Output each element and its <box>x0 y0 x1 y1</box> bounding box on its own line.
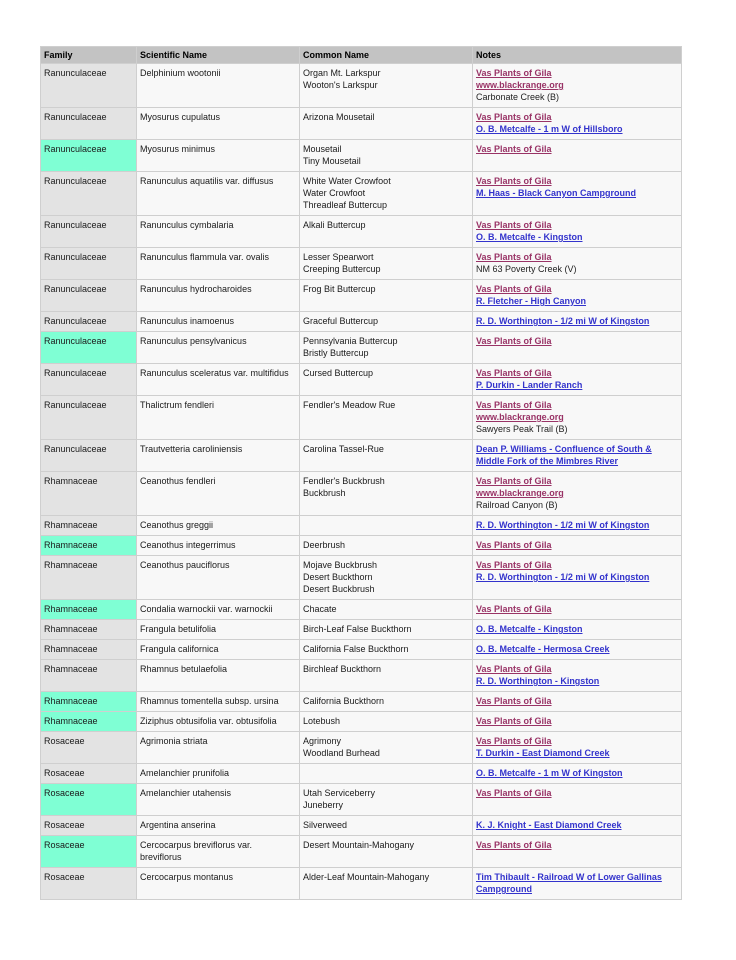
common-name-line: Lesser Spearwort <box>303 252 374 262</box>
plant-table-body <box>41 64 681 899</box>
common-name-line: Water Crowfoot <box>303 188 366 198</box>
scientific-name-cell: Ceanothus pauciflorus <box>137 556 299 599</box>
note-link[interactable]: Vas Plants of Gila <box>476 220 552 230</box>
note-link[interactable]: Dean P. Williams - Confluence of South & Middle Fork of the Mimbres River <box>476 444 652 466</box>
scientific-name-cell: Frangula californica <box>137 640 299 659</box>
common-name-line: Bristly Buttercup <box>303 348 369 358</box>
notes-cell <box>473 108 681 139</box>
common-name-line: Deerbrush <box>303 540 346 550</box>
family-cell: Ranunculaceae <box>41 364 136 395</box>
note-text: Railroad Canyon (B) <box>476 500 558 510</box>
column-header-scientific: Scientific Name <box>137 47 299 63</box>
family-cell: Ranunculaceae <box>41 396 136 439</box>
note-link[interactable]: Vas Plants of Gila <box>476 400 552 410</box>
notes-cell <box>473 216 681 247</box>
notes-cell <box>473 816 681 835</box>
notes-cell <box>473 472 681 515</box>
common-name-cell <box>300 620 472 639</box>
common-name-line: Wooton's Larkspur <box>303 80 378 90</box>
common-name-cell <box>300 140 472 171</box>
scientific-name-cell: Argentina anserina <box>137 816 299 835</box>
common-name-cell <box>300 332 472 363</box>
common-name-line: Desert Buckthorn <box>303 572 373 582</box>
table-row <box>41 764 681 783</box>
note-link[interactable]: Vas Plants of Gila <box>476 604 552 614</box>
common-name-cell <box>300 312 472 331</box>
common-name-cell <box>300 692 472 711</box>
notes-cell <box>473 836 681 867</box>
table-row <box>41 108 681 139</box>
table-row <box>41 216 681 247</box>
family-cell: Ranunculaceae <box>41 64 136 107</box>
table-row <box>41 712 681 731</box>
common-name-line: Creeping Buttercup <box>303 264 381 274</box>
common-name-cell <box>300 600 472 619</box>
common-name-line: Lotebush <box>303 716 341 726</box>
column-header-family: Family <box>41 47 136 63</box>
family-cell: Rhamnaceae <box>41 556 136 599</box>
common-name-line: California False Buckthorn <box>303 644 409 654</box>
family-cell: Ranunculaceae <box>41 140 136 171</box>
notes-cell <box>473 556 681 599</box>
notes-cell <box>473 712 681 731</box>
note-link[interactable]: Vas Plants of Gila <box>476 736 552 746</box>
family-cell: Rosaceae <box>41 836 136 867</box>
note-link[interactable]: O. B. Metcalfe - Kingston <box>476 232 583 242</box>
scientific-name-cell: Ranunculus cymbalaria <box>137 216 299 247</box>
note-link[interactable]: Vas Plants of Gila <box>476 696 552 706</box>
common-name-cell <box>300 64 472 107</box>
note-link[interactable]: www.blackrange.org <box>476 488 564 498</box>
scientific-name-cell: Amelanchier prunifolia <box>137 764 299 783</box>
table-row <box>41 536 681 555</box>
common-name-line: Silverweed <box>303 820 348 830</box>
notes-cell <box>473 536 681 555</box>
scientific-name-cell: Trautvetteria caroliniensis <box>137 440 299 471</box>
common-name-line: Chacate <box>303 604 337 614</box>
note-link[interactable]: R. Fletcher - High Canyon <box>476 296 587 306</box>
table-row <box>41 364 681 395</box>
table-row <box>41 784 681 815</box>
common-name-line: Buckbrush <box>303 488 346 498</box>
common-name-cell <box>300 640 472 659</box>
common-name-cell <box>300 396 472 439</box>
scientific-name-cell: Ziziphus obtusifolia var. obtusifolia <box>137 712 299 731</box>
common-name-line: Birch-Leaf False Buckthorn <box>303 624 412 634</box>
common-name-line: Threadleaf Buttercup <box>303 200 388 210</box>
common-name-cell <box>300 364 472 395</box>
family-cell: Rhamnaceae <box>41 712 136 731</box>
note-link[interactable]: Vas Plants of Gila <box>476 840 552 850</box>
note-link[interactable]: T. Durkin - East Diamond Creek <box>476 748 610 758</box>
note-link[interactable]: M. Haas - Black Canyon Campground <box>476 188 637 198</box>
notes-cell <box>473 764 681 783</box>
scientific-name-cell: Delphinium wootonii <box>137 64 299 107</box>
common-name-cell <box>300 108 472 139</box>
common-name-line: Mojave Buckbrush <box>303 560 378 570</box>
table-row <box>41 332 681 363</box>
column-header-notes: Notes <box>473 47 681 63</box>
notes-cell <box>473 692 681 711</box>
scientific-name-cell: Cercocarpus breviflorus var. breviflorus <box>137 836 299 867</box>
table-row <box>41 868 681 899</box>
notes-cell <box>473 868 681 899</box>
common-name-line: Pennsylvania Buttercup <box>303 336 398 346</box>
common-name-line: Mousetail <box>303 144 342 154</box>
family-cell: Rhamnaceae <box>41 600 136 619</box>
common-name-cell <box>300 764 472 783</box>
family-cell: Rhamnaceae <box>41 692 136 711</box>
note-text: NM 63 Poverty Creek (V) <box>476 264 577 274</box>
table-row <box>41 516 681 535</box>
scientific-name-cell: Myosurus minimus <box>137 140 299 171</box>
notes-cell <box>473 64 681 107</box>
notes-cell <box>473 396 681 439</box>
family-cell: Rhamnaceae <box>41 516 136 535</box>
notes-cell <box>473 312 681 331</box>
note-link[interactable]: R. D. Worthington - 1/2 mi W of Kingston <box>476 520 650 530</box>
table-row <box>41 556 681 599</box>
family-cell: Ranunculaceae <box>41 172 136 215</box>
note-link[interactable]: Vas Plants of Gila <box>476 336 552 346</box>
note-link[interactable]: Tim Thibault - Railroad W of Lower Gallinas Campground <box>476 872 662 894</box>
table-row <box>41 836 681 867</box>
note-link[interactable]: Vas Plants of Gila <box>476 284 552 294</box>
common-name-line: Arizona Mousetail <box>303 112 375 122</box>
common-name-cell <box>300 172 472 215</box>
common-name-cell <box>300 440 472 471</box>
note-text: Sawyers Peak Trail (B) <box>476 424 568 434</box>
common-name-line: Organ Mt. Larkspur <box>303 68 381 78</box>
scientific-name-cell: Frangula betulifolia <box>137 620 299 639</box>
common-name-line: Frog Bit Buttercup <box>303 284 376 294</box>
family-cell: Rhamnaceae <box>41 640 136 659</box>
common-name-cell <box>300 536 472 555</box>
note-link[interactable]: Vas Plants of Gila <box>476 368 552 378</box>
table-row <box>41 620 681 639</box>
common-name-line: Desert Buckbrush <box>303 584 375 594</box>
family-cell: Ranunculaceae <box>41 312 136 331</box>
family-cell: Ranunculaceae <box>41 248 136 279</box>
family-cell: Rhamnaceae <box>41 660 136 691</box>
family-cell: Rhamnaceae <box>41 472 136 515</box>
note-link[interactable]: www.blackrange.org <box>476 412 564 422</box>
scientific-name-cell: Agrimonia striata <box>137 732 299 763</box>
plant-table <box>40 46 682 900</box>
scientific-name-cell: Thalictrum fendleri <box>137 396 299 439</box>
common-name-line: Tiny Mousetail <box>303 156 361 166</box>
scientific-name-cell: Ceanothus fendleri <box>137 472 299 515</box>
notes-cell <box>473 440 681 471</box>
common-name-line: Birchleaf Buckthorn <box>303 664 382 674</box>
notes-cell <box>473 516 681 535</box>
note-link[interactable]: Vas Plants of Gila <box>476 788 552 798</box>
common-name-line: California Buckthorn <box>303 696 385 706</box>
common-name-cell <box>300 556 472 599</box>
family-cell: Ranunculaceae <box>41 332 136 363</box>
common-name-line: Carolina Tassel-Rue <box>303 444 384 454</box>
table-row <box>41 640 681 659</box>
note-link[interactable]: Vas Plants of Gila <box>476 68 552 78</box>
notes-cell <box>473 640 681 659</box>
scientific-name-cell: Ranunculus sceleratus var. multifidus <box>137 364 299 395</box>
table-row <box>41 312 681 331</box>
common-name-line: Cursed Buttercup <box>303 368 374 378</box>
common-name-cell <box>300 784 472 815</box>
common-name-line: Desert Mountain-Mahogany <box>303 840 415 850</box>
note-text: Carbonate Creek (B) <box>476 92 560 102</box>
table-row <box>41 692 681 711</box>
table-header-row <box>41 47 681 63</box>
family-cell: Ranunculaceae <box>41 216 136 247</box>
common-name-cell <box>300 516 472 535</box>
common-name-cell <box>300 472 472 515</box>
note-link[interactable]: Vas Plants of Gila <box>476 664 552 674</box>
notes-cell <box>473 732 681 763</box>
plant-checklist-page <box>40 46 682 900</box>
common-name-cell <box>300 868 472 899</box>
note-link[interactable]: Vas Plants of Gila <box>476 176 552 186</box>
table-row <box>41 64 681 107</box>
common-name-line: Fendler's Buckbrush <box>303 476 385 486</box>
common-name-line: Graceful Buttercup <box>303 316 379 326</box>
scientific-name-cell: Ranunculus inamoenus <box>137 312 299 331</box>
note-link[interactable]: O. B. Metcalfe - Kingston <box>476 624 583 634</box>
scientific-name-cell: Amelanchier utahensis <box>137 784 299 815</box>
scientific-name-cell: Rhamnus betulaefolia <box>137 660 299 691</box>
common-name-line: Agrimony <box>303 736 342 746</box>
family-cell: Rosaceae <box>41 784 136 815</box>
scientific-name-cell: Ceanothus integerrimus <box>137 536 299 555</box>
note-link[interactable]: R. D. Worthington - 1/2 mi W of Kingston <box>476 572 650 582</box>
family-cell: Rosaceae <box>41 868 136 899</box>
note-link[interactable]: Vas Plants of Gila <box>476 716 552 726</box>
common-name-cell <box>300 816 472 835</box>
common-name-cell <box>300 248 472 279</box>
notes-cell <box>473 248 681 279</box>
notes-cell <box>473 172 681 215</box>
column-header-common: Common Name <box>300 47 472 63</box>
common-name-line: Utah Serviceberry <box>303 788 376 798</box>
note-link[interactable]: Vas Plants of Gila <box>476 144 552 154</box>
table-row <box>41 248 681 279</box>
common-name-line: Woodland Burhead <box>303 748 380 758</box>
scientific-name-cell: Cercocarpus montanus <box>137 868 299 899</box>
common-name-line: Alder-Leaf Mountain-Mahogany <box>303 872 430 882</box>
common-name-cell <box>300 216 472 247</box>
note-link[interactable]: R. D. Worthington - Kingston <box>476 676 600 686</box>
common-name-cell <box>300 732 472 763</box>
note-link[interactable]: P. Durkin - Lander Ranch <box>476 380 583 390</box>
family-cell: Ranunculaceae <box>41 440 136 471</box>
table-row <box>41 396 681 439</box>
common-name-cell <box>300 280 472 311</box>
common-name-cell <box>300 660 472 691</box>
note-link[interactable]: K. J. Knight - East Diamond Creek <box>476 820 622 830</box>
note-link[interactable]: www.blackrange.org <box>476 80 564 90</box>
notes-cell <box>473 784 681 815</box>
family-cell: Rosaceae <box>41 816 136 835</box>
table-row <box>41 440 681 471</box>
note-link[interactable]: O. B. Metcalfe - 1 m W of Hillsboro <box>476 124 623 134</box>
family-cell: Rhamnaceae <box>41 620 136 639</box>
family-cell: Rhamnaceae <box>41 536 136 555</box>
common-name-cell <box>300 712 472 731</box>
note-link[interactable]: Vas Plants of Gila <box>476 476 552 486</box>
scientific-name-cell: Ranunculus pensylvanicus <box>137 332 299 363</box>
common-name-line: Juneberry <box>303 800 344 810</box>
note-link[interactable]: Vas Plants of Gila <box>476 112 552 122</box>
note-link[interactable]: Vas Plants of Gila <box>476 252 552 262</box>
table-row <box>41 472 681 515</box>
table-row <box>41 140 681 171</box>
scientific-name-cell: Condalia warnockii var. warnockii <box>137 600 299 619</box>
common-name-line: Fendler's Meadow Rue <box>303 400 396 410</box>
notes-cell <box>473 660 681 691</box>
notes-cell <box>473 600 681 619</box>
family-cell: Ranunculaceae <box>41 280 136 311</box>
scientific-name-cell: Ranunculus flammula var. ovalis <box>137 248 299 279</box>
table-row <box>41 172 681 215</box>
common-name-line: White Water Crowfoot <box>303 176 391 186</box>
table-row <box>41 280 681 311</box>
scientific-name-cell: Ranunculus hydrocharoides <box>137 280 299 311</box>
family-cell: Rosaceae <box>41 732 136 763</box>
scientific-name-cell: Ranunculus aquatilis var. diffusus <box>137 172 299 215</box>
notes-cell <box>473 280 681 311</box>
note-link[interactable]: R. D. Worthington - 1/2 mi W of Kingston <box>476 316 650 326</box>
note-link[interactable]: Vas Plants of Gila <box>476 540 552 550</box>
table-row <box>41 660 681 691</box>
family-cell: Rosaceae <box>41 764 136 783</box>
note-link[interactable]: O. B. Metcalfe - 1 m W of Kingston <box>476 768 623 778</box>
table-row <box>41 732 681 763</box>
notes-cell <box>473 332 681 363</box>
scientific-name-cell: Myosurus cupulatus <box>137 108 299 139</box>
note-link[interactable]: O. B. Metcalfe - Hermosa Creek <box>476 644 610 654</box>
common-name-line: Alkali Buttercup <box>303 220 366 230</box>
notes-cell <box>473 364 681 395</box>
note-link[interactable]: Vas Plants of Gila <box>476 560 552 570</box>
table-row <box>41 816 681 835</box>
common-name-cell <box>300 836 472 867</box>
scientific-name-cell: Rhamnus tomentella subsp. ursina <box>137 692 299 711</box>
notes-cell <box>473 140 681 171</box>
notes-cell <box>473 620 681 639</box>
table-row <box>41 600 681 619</box>
family-cell: Ranunculaceae <box>41 108 136 139</box>
scientific-name-cell: Ceanothus greggii <box>137 516 299 535</box>
